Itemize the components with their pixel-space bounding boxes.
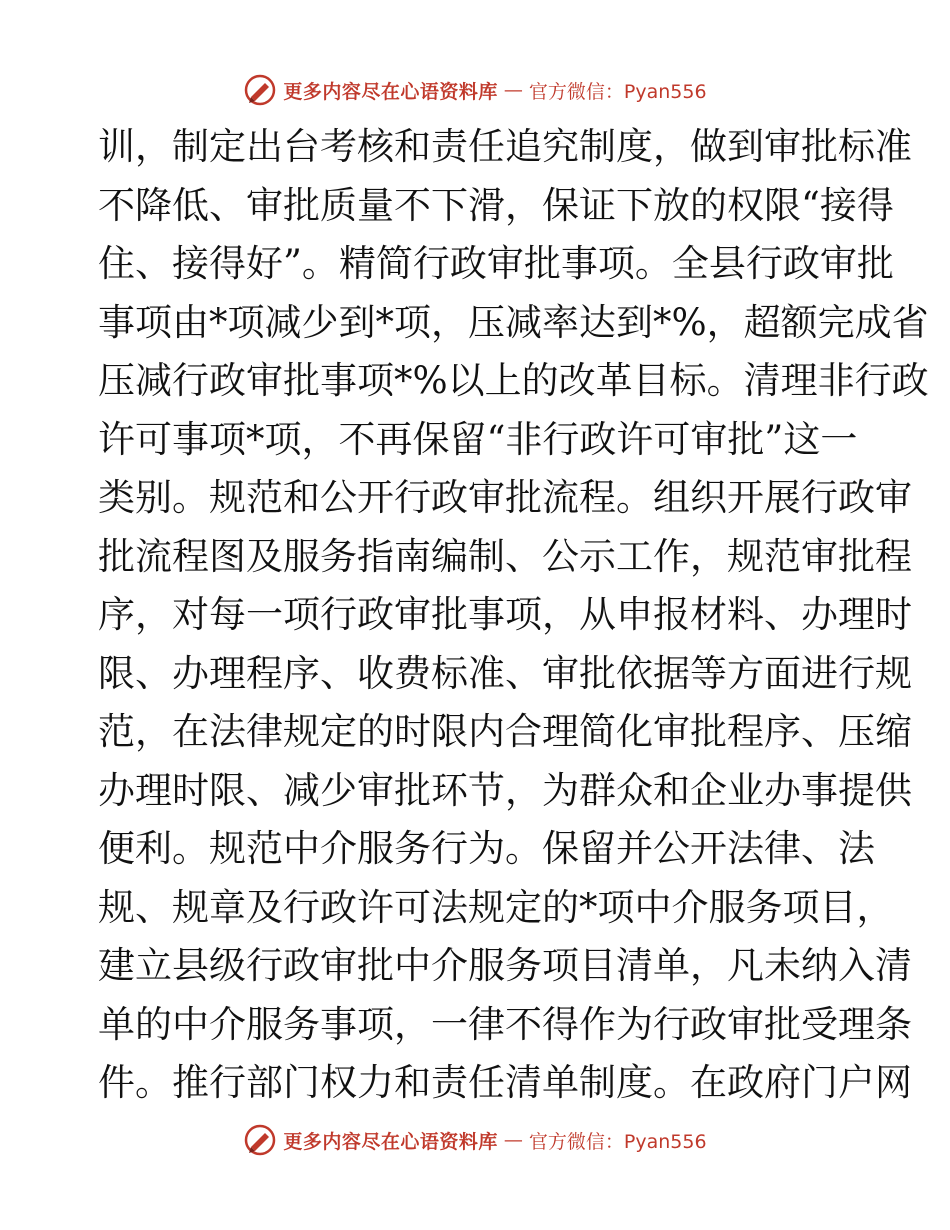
document-body — [98, 118, 929, 1113]
text-line: 范，在法律规定的时限内合理简化审批程序、压缩 — [98, 710, 912, 753]
watermark-separator: — — [503, 1129, 523, 1151]
text-line: 事项由*项减少到*项，压减率达到*%，超额完成省 — [98, 300, 929, 344]
text-line: 批流程图及服务指南编制、公示工作，规范审批程 — [98, 534, 912, 578]
watermark-wechat: 官方微信：Pyan556 — [528, 80, 707, 103]
text-line: 许可事项*项，不再保留“非行政许可审批”这一 — [98, 417, 858, 461]
text-line: 规、规章及行政许可法规定的*项中介服务项目， — [98, 885, 894, 929]
text-line: 压减行政审批事项*%以上的改革目标。清理非行政 — [98, 359, 929, 402]
pen-logo-icon — [243, 73, 277, 107]
text-line: 办理时限、减少审批环节，为群众和企业办事提供 — [98, 768, 912, 812]
text-line: 便利。规范中介服务行为。保留并公开法律、法 — [98, 827, 875, 870]
text-line: 建立县级行政审批中介服务项目清单，凡未纳入清 — [98, 944, 912, 987]
watermark-footer — [0, 1120, 950, 1160]
watermark-separator: — — [503, 79, 523, 101]
text-line: 序，对每一项行政审批事项，从申报材料、办理时 — [98, 593, 912, 636]
text-line: 限、办理程序、收费标准、审批依据等方面进行规 — [98, 651, 912, 695]
watermark-header — [0, 70, 950, 110]
watermark-text: 更多内容尽在心语资料库 — [283, 1130, 498, 1153]
text-line: 件。推行部门权力和责任清单制度。在政府门户网 — [98, 1061, 912, 1104]
text-line: 不降低、审批质量不下滑，保证下放的权限“接得 — [98, 183, 894, 227]
pen-logo-icon — [243, 1123, 277, 1157]
watermark-text: 更多内容尽在心语资料库 — [283, 80, 498, 103]
watermark-wechat: 官方微信：Pyan556 — [528, 1130, 707, 1153]
text-line: 训，制定出台考核和责任追究制度，做到审批标准 — [98, 125, 912, 168]
text-line: 类别。规范和公开行政审批流程。组织开展行政审 — [98, 476, 912, 519]
text-line: 单的中介服务事项，一律不得作为行政审批受理条 — [98, 1002, 912, 1046]
text-line: 住、接得好”。精简行政审批事项。全县行政审批 — [98, 242, 894, 285]
